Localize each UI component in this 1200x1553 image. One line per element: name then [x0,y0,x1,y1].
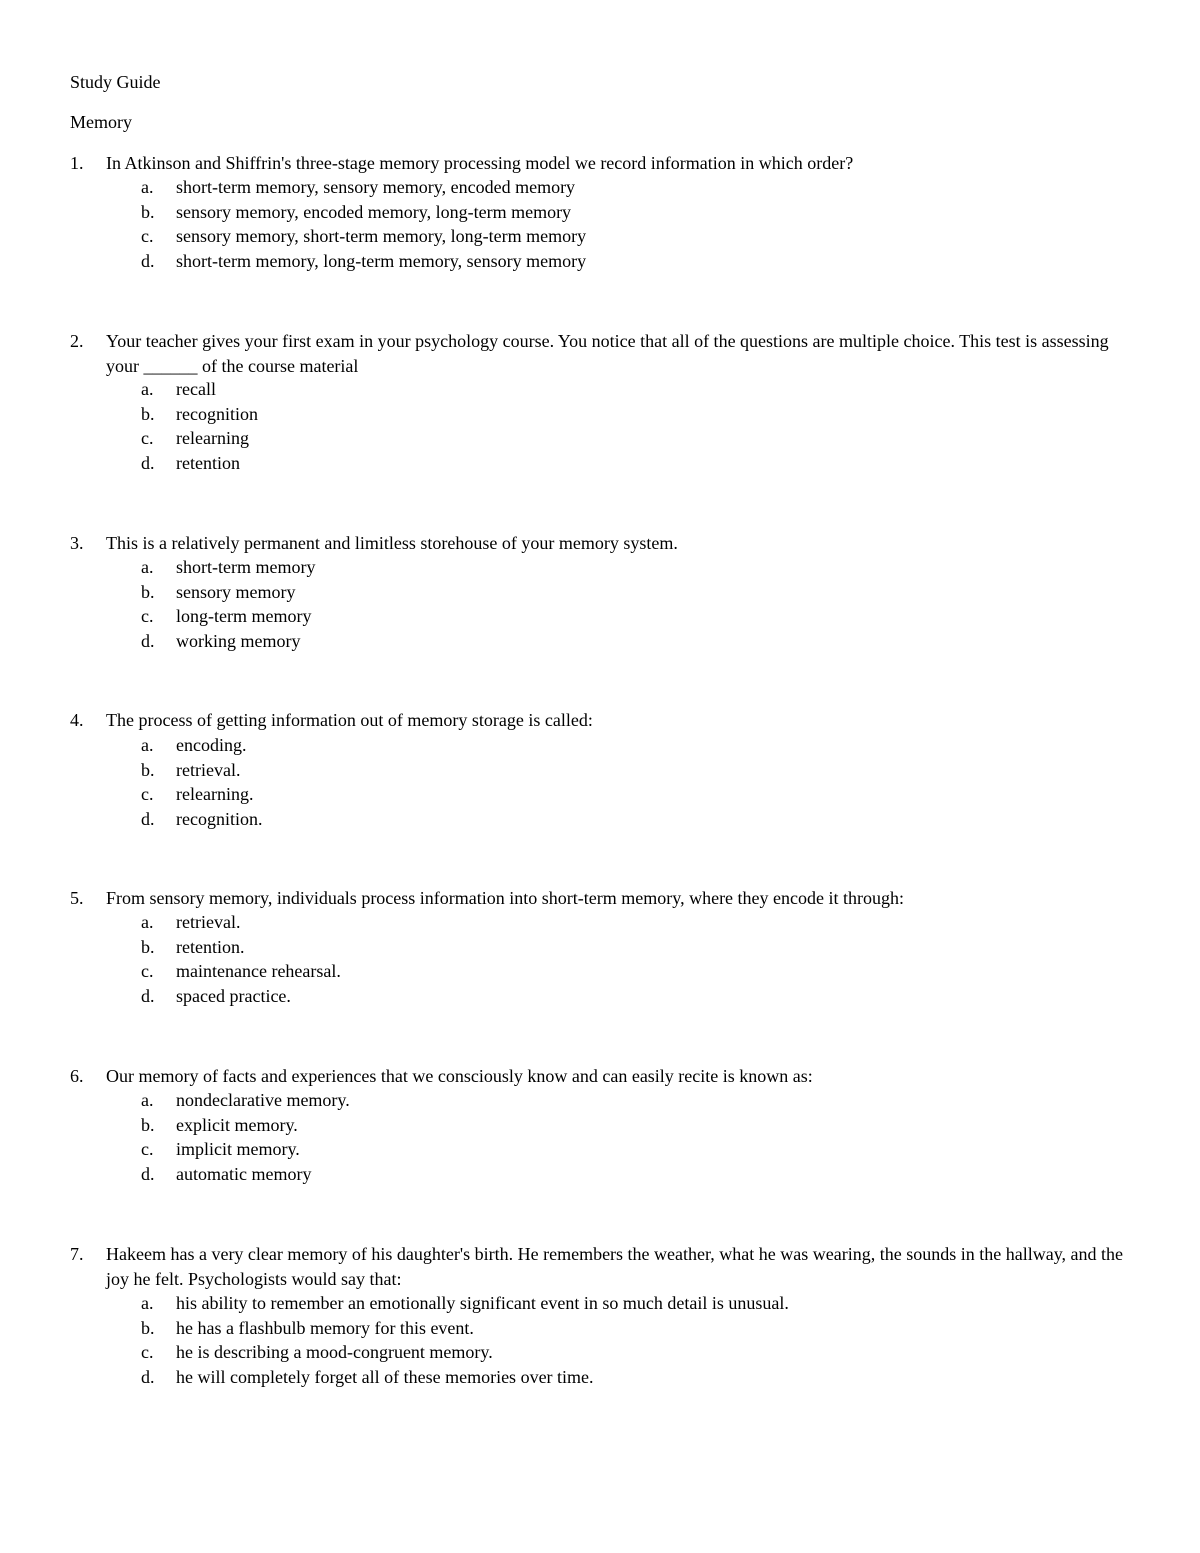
option-letter: b. [141,1317,155,1338]
option-text: nondeclarative memory. [176,1090,350,1110]
option-letter: d. [141,1366,155,1387]
option-letter: a. [141,735,154,755]
option-letter: d. [141,1163,155,1184]
question-number: 1. [70,153,84,173]
option-text: recall [176,379,216,399]
option-letter: d. [141,808,155,829]
option-text: retrieval. [176,912,241,932]
option-text: long-term memory [176,606,312,626]
option-letter: a. [141,177,154,197]
option-text: encoding. [176,735,247,755]
option-letter: c. [141,961,154,981]
question-text: From sensory memory, individuals process information into short-term memory, where they encode it through: [106,888,905,908]
option-text: recognition [176,403,258,424]
option-text: implicit memory. [176,1139,300,1159]
document-title: Study Guide [70,72,161,92]
option-letter: a. [141,1090,154,1110]
option-letter: a. [141,912,154,932]
option-text: retention. [176,936,245,957]
option-text: sensory memory, short-term memory, long-term memory [176,226,587,246]
option-letter: c. [141,226,154,246]
option-letter: b. [141,201,155,222]
option-letter: d. [141,250,155,271]
option-text: short-term memory [176,557,316,577]
question-text: In Atkinson and Shiffrin's three-stage memory processing model we record information in which order? [106,153,854,173]
option-letter: b. [141,581,155,602]
option-text: working memory [176,630,301,651]
option-text: he is describing a mood-congruent memory. [176,1342,493,1362]
option-text: maintenance rehearsal. [176,961,341,981]
option-letter: a. [141,557,154,577]
option-letter: b. [141,403,155,424]
document-subtitle: Memory [70,112,132,132]
option-letter: c. [141,1342,154,1362]
question-text: The process of getting information out of memory storage is called: [106,710,593,730]
option-text: recognition. [176,808,263,829]
question-number: 5. [70,888,84,908]
option-letter: a. [141,379,154,399]
option-text: relearning. [176,784,254,804]
question-text: This is a relatively permanent and limitless storehouse of your memory system. [106,533,678,553]
option-letter: c. [141,1139,154,1159]
option-text: he will completely forget all of these memories over time. [176,1366,594,1387]
option-letter: c. [141,784,154,804]
option-letter: d. [141,630,155,651]
option-text: explicit memory. [176,1114,298,1135]
option-text: spaced practice. [176,985,291,1006]
question-number: 2. [70,331,84,351]
option-text: retrieval. [176,759,241,780]
question-text: Our memory of facts and experiences that we consciously know and can easily recite is known as: [106,1066,813,1086]
question-number: 3. [70,533,84,553]
option-letter: d. [141,452,155,473]
option-letter: d. [141,985,155,1006]
question-number: 7. [70,1244,84,1264]
option-text: he has a flashbulb memory for this event. [176,1317,474,1338]
option-text: his ability to remember an emotionally significant event in so much detail is unusual. [176,1293,789,1313]
question-text: Your teacher gives your first exam in your psychology course. You notice that all of the questions are multiple choice. This test is assessing your ______ of the course material [106,331,1109,376]
option-text: sensory memory, encoded memory, long-term memory [176,201,572,222]
option-text: short-term memory, long-term memory, sensory memory [176,250,587,271]
option-text: sensory memory [176,581,296,602]
option-text: retention [176,452,240,473]
option-letter: b. [141,936,155,957]
option-text: short-term memory, sensory memory, encoded memory [176,177,576,197]
question-text: Hakeem has a very clear memory of his daughter's birth. He remembers the weather, what he was wearing, the sounds in the hallway, and the joy he felt. Psychologists would say that: [106,1244,1124,1289]
option-letter: c. [141,606,154,626]
option-letter: a. [141,1293,154,1313]
option-text: relearning [176,428,249,448]
option-text: automatic memory [176,1163,312,1184]
option-letter: b. [141,1114,155,1135]
option-letter: b. [141,759,155,780]
question-number: 6. [70,1066,84,1086]
option-letter: c. [141,428,154,448]
question-number: 4. [70,710,84,730]
